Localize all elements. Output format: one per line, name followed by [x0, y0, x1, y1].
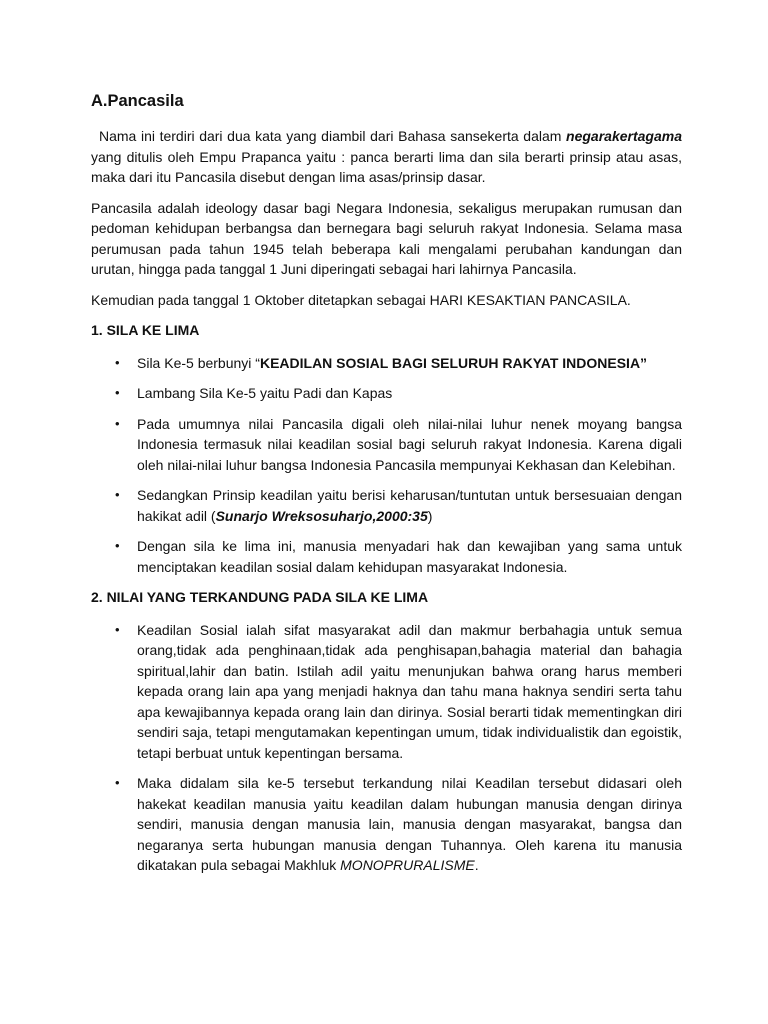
bullet: •	[115, 538, 120, 553]
item-text-end: )	[427, 507, 433, 524]
intro-text-start: Nama ini terdiri dari dua kata yang diambil dari Bahasa sansekerta dalam	[99, 128, 567, 144]
bullet: •	[115, 621, 120, 637]
intro-text-end: yang ditulis oleh Empu Prapanca yaitu : panca berarti lima dan sila berarti prinsip atau asas, maka dari itu Pancasila disebut dengan lima asas/prinsip dasar.	[91, 148, 682, 185]
list-item	[91, 383, 682, 404]
document-title: A.Pancasila	[91, 92, 184, 110]
item-text: Lambang Sila Ke-5 yaitu Padi dan Kapas	[137, 385, 393, 401]
item-text: Keadilan Sosial ialah sifat masyarakat adil dan makmur berbahagia untuk semua orang,tidak ada penghinaan,tidak ada penghisapan,bahagia material dan bahagia spiritual,lahir dan batin. Istilah adil yaitu menunjukan bahwa orang harus memberi kepada orang lain apa yang menjadi haknya dan tahu mana haknya sendiri serta tahu apa kewajibannya kepada orang lain dan dirinya. Sosial berarti tidak mementingkan diri sendiri saja, tetapi mengutamakan kepentingan umum, tidak individualistik dan egoistik, tetapi berbuat untuk kepentingan bersama.	[137, 621, 682, 761]
list-item	[91, 620, 682, 764]
section2-list	[91, 620, 682, 876]
kesaktian-paragraph: Kemudian pada tanggal 1 Oktober ditetapkan sebagai HARI KESAKTIAN PANCASILA.	[91, 291, 631, 308]
intro-term-negarakertagama: negarakertagama	[566, 128, 682, 144]
item-strong: KEADILAN SOSIAL BAGI SELURUH RAKYAT INDONESIA”	[259, 354, 648, 371]
citation: Sunarjo Wreksosuharjo,2000:35	[215, 507, 428, 524]
bullet: •	[115, 415, 120, 431]
section1-list	[91, 353, 682, 578]
item-text: Sila Ke-5 berbunyi “	[137, 354, 260, 371]
list-item	[91, 773, 682, 876]
bullet: •	[115, 775, 120, 790]
item-text-end: .	[474, 857, 479, 873]
item-text: Sedangkan Prinsip keadilan yaitu berisi keharusan/tuntutan untuk bersesuaian dengan hakikat adil (	[137, 487, 682, 524]
list-item	[91, 485, 682, 526]
section2-heading: 2. NILAI YANG TERKANDUNG PADA SILA KE LIMA	[91, 589, 429, 605]
item-text: Pada umumnya nilai Pancasila digali oleh nilai-nilai luhur nenek moyang bangsa Indonesia termasuk nilai keadilan sosial bagi seluruh rakyat Indonesia. Karena digali oleh nilai-nilai luhur bangsa Indonesia Pancasila mempunyai Kekhasan dan Kelebihan.	[137, 415, 682, 473]
term-monopruralisme: MONOPRURALISME	[340, 857, 475, 873]
intro-paragraph	[91, 126, 682, 188]
ideology-paragraph: Pancasila adalah ideology dasar bagi Negara Indonesia, sekaligus merupakan rumusan dan pedoman kehidupan berbangsa dan bernegara bagi seluruh rakyat Indonesia. Selama masa perumusan pada tahun 1945 telah beberapa kali mengalami perubahan kandungan dan urutan, hingga pada tanggal 1 Juni diperingati sebagai hari lahirnya Pancasila.	[91, 199, 682, 277]
item-text: Dengan sila ke lima ini, manusia menyadari hak dan kewajiban yang sama untuk menciptakan keadilan sosial dalam kehidupan masyarakat Indonesia.	[137, 538, 682, 575]
bullet: •	[115, 487, 120, 502]
section1-heading: 1. SILA KE LIMA	[91, 322, 200, 338]
list-item	[91, 536, 682, 577]
bullet: •	[115, 354, 120, 370]
list-item	[91, 414, 682, 476]
item-text: Maka didalam sila ke-5 tersebut terkandung nilai Keadilan tersebut didasari oleh hakekat keadilan manusia yaitu keadilan dalam hubungan manusia dengan dirinya sendiri, manusia dengan manusia lain, manusia dengan masyarakat, bangsa dan negaranya serta hubungan manusia dengan Tuhannya. Oleh karena itu manusia dikatakan pula sebagai Makhluk	[137, 775, 682, 873]
bullet: •	[115, 385, 120, 400]
list-item	[91, 353, 682, 374]
